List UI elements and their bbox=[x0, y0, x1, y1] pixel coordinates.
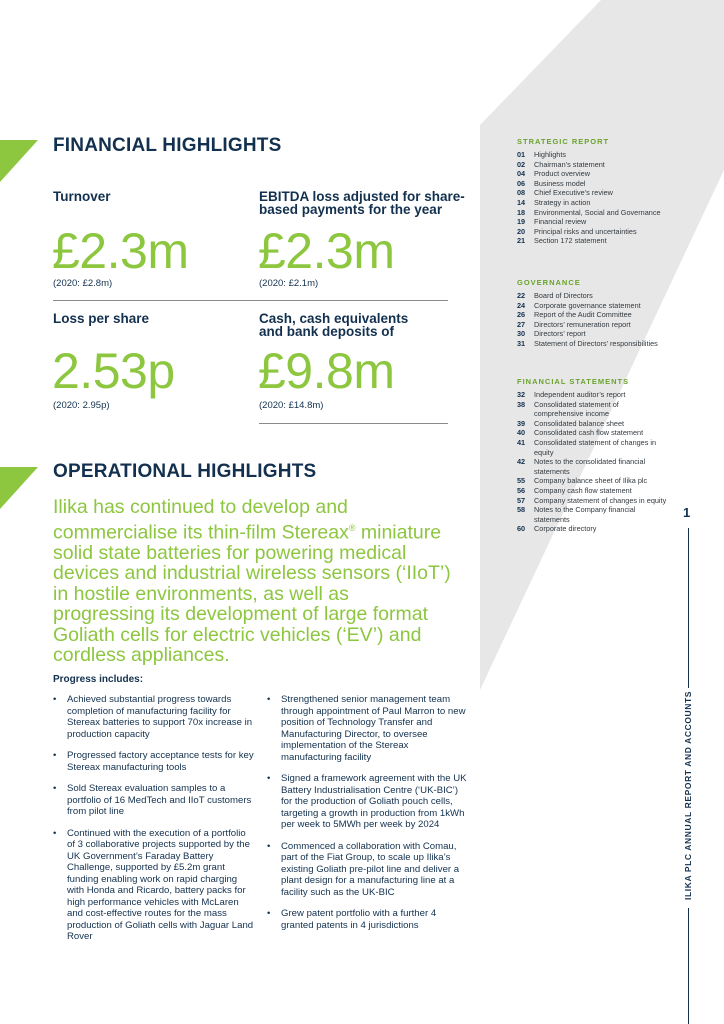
side-rule-bottom bbox=[688, 908, 689, 1024]
toc-item-title: Company statement of changes in equity bbox=[534, 495, 667, 505]
toc-item-title: Statement of Directors’ responsibilities bbox=[534, 338, 658, 348]
toc-page-number: 31 bbox=[517, 338, 526, 348]
green-chevron-bottom bbox=[0, 467, 38, 509]
toc-item-title: Directors’ remuneration report bbox=[534, 319, 631, 329]
toc-heading: STRATEGIC REPORT bbox=[517, 137, 610, 146]
toc-item[interactable] bbox=[517, 476, 669, 486]
toc-page-number: 58 bbox=[517, 505, 526, 515]
toc-item[interactable] bbox=[517, 419, 669, 429]
toc-item[interactable] bbox=[517, 320, 669, 330]
toc-item[interactable] bbox=[517, 400, 669, 419]
toc-item-title: Corporate directory bbox=[534, 524, 597, 534]
toc-item[interactable] bbox=[517, 160, 669, 170]
metric-prior-ebitda: (2020: £2.1m) bbox=[259, 278, 319, 289]
toc-item[interactable] bbox=[517, 179, 669, 189]
toc-page-number: 42 bbox=[517, 457, 526, 467]
toc-page-number: 55 bbox=[517, 476, 526, 486]
toc-item[interactable] bbox=[517, 496, 669, 506]
toc-page-number: 27 bbox=[517, 319, 526, 329]
toc-item-title: Notes to the consolidated financial statements bbox=[534, 457, 646, 476]
toc-page-number: 06 bbox=[517, 178, 526, 188]
toc-item-title: Consolidated cash flow statement bbox=[534, 428, 644, 438]
toc-item[interactable] bbox=[517, 169, 669, 179]
toc-item[interactable] bbox=[517, 457, 669, 476]
report-title-vertical: ILIKA PLC ANNUAL REPORT AND ACCOUNTS bbox=[683, 690, 693, 900]
toc-item[interactable] bbox=[517, 291, 669, 301]
toc-page-number: 14 bbox=[517, 197, 526, 207]
toc-financial-statements bbox=[517, 377, 669, 534]
toc-page-number: 38 bbox=[517, 399, 526, 409]
toc-item-title: Product overview bbox=[534, 169, 590, 179]
metric-prior-turnover: (2020: £2.8m) bbox=[53, 278, 113, 289]
toc-item-title: Consolidated balance sheet bbox=[534, 418, 625, 428]
toc-item-title: Environmental, Social and Governance bbox=[534, 207, 661, 217]
operational-intro bbox=[53, 497, 453, 666]
toc-governance bbox=[517, 278, 669, 349]
toc-page-number: 24 bbox=[517, 300, 526, 310]
divider bbox=[53, 300, 448, 301]
operational-highlights-heading: OPERATIONAL HIGHLIGHTS bbox=[53, 461, 317, 482]
toc-item[interactable] bbox=[517, 236, 669, 246]
toc-item-title: Directors’ report bbox=[534, 329, 586, 339]
list-item: • Achieved substantial progress towards completion of manufacturing facility for Stereax batteries to support 70x increase in production capacity bbox=[53, 694, 256, 740]
metric-value-loss-per-share: 2.53p bbox=[52, 343, 175, 399]
toc-item[interactable] bbox=[517, 524, 669, 534]
toc-item[interactable] bbox=[517, 486, 669, 496]
toc-item[interactable] bbox=[517, 505, 669, 524]
toc-item-title: Chief Executive’s review bbox=[534, 188, 613, 198]
toc-item-title: Consolidated statement of comprehensive income bbox=[534, 399, 619, 419]
toc-page-number: 08 bbox=[517, 188, 526, 198]
toc-strategic-report bbox=[517, 137, 669, 246]
metric-label-ebitda: EBITDA loss adjusted for share-based payments for the year bbox=[259, 189, 465, 217]
list-item: • Progressed factory acceptance tests for key Stereax manufacturing tools bbox=[53, 750, 256, 773]
toc-page-number: 04 bbox=[517, 169, 526, 179]
toc-item[interactable] bbox=[517, 301, 669, 311]
toc-page-number: 01 bbox=[517, 150, 526, 159]
toc-page-number: 39 bbox=[517, 418, 526, 428]
toc-item-title: Chairman’s statement bbox=[534, 159, 605, 169]
toc-item[interactable] bbox=[517, 217, 669, 227]
intro-text-part2: miniature solid state batteries for powering medical devices and industrial wireless sensors (‘IIoT’) in hostile environments, as well as progressing its development of large format Goliath cells for electric vehicles (‘EV’) and cordless appliances. bbox=[53, 521, 451, 666]
toc-item[interactable] bbox=[517, 438, 669, 457]
intro-text-part1: Ilika has continued to develop and commercialise its thin-film Stereax bbox=[53, 496, 349, 543]
toc-item[interactable] bbox=[517, 198, 669, 208]
toc-page-number: 22 bbox=[517, 291, 526, 300]
metric-value-turnover: £2.3m bbox=[52, 223, 189, 279]
list-item: • Sold Stereax evaluation samples to a portfolio of 16 MedTech and IIoT customers from pilot line bbox=[53, 783, 256, 818]
toc-item[interactable] bbox=[517, 339, 669, 349]
toc-item-title: Strategy in action bbox=[534, 197, 591, 207]
metric-label-loss-per-share: Loss per share bbox=[53, 311, 150, 326]
toc-page-number: 19 bbox=[517, 217, 526, 227]
toc-heading: GOVERNANCE bbox=[517, 278, 581, 287]
metric-prior-cash: (2020: £14.8m) bbox=[259, 400, 324, 411]
page-number: 1 bbox=[683, 505, 691, 520]
toc-item-title: Notes to the Company financial statements bbox=[534, 505, 636, 524]
toc-item[interactable] bbox=[517, 310, 669, 320]
toc-page-number: 18 bbox=[517, 207, 526, 217]
toc-item-title: Financial review bbox=[534, 217, 587, 227]
metric-prior-loss-per-share: (2020: 2.95p) bbox=[53, 400, 110, 411]
toc-page-number: 56 bbox=[517, 485, 526, 495]
metric-value-cash: £9.8m bbox=[258, 343, 395, 399]
right-bullet-list bbox=[267, 694, 467, 941]
toc-item-title: Report of the Audit Committee bbox=[534, 310, 632, 320]
toc-page-number: 32 bbox=[517, 390, 526, 399]
toc-page-number: 02 bbox=[517, 159, 526, 169]
side-rule-top bbox=[688, 528, 689, 688]
toc-item-title: Business model bbox=[534, 178, 586, 188]
metric-label-turnover: Turnover bbox=[53, 189, 111, 204]
toc-item-title: Board of Directors bbox=[534, 291, 593, 300]
divider bbox=[259, 423, 448, 424]
toc-item[interactable] bbox=[517, 150, 669, 160]
toc-page-number: 26 bbox=[517, 310, 526, 320]
toc-page-number: 30 bbox=[517, 329, 526, 339]
toc-item[interactable] bbox=[517, 227, 669, 237]
green-chevron-top bbox=[0, 140, 38, 182]
list-item: • Grew patent portfolio with a further 4 granted patents in 4 jurisdictions bbox=[267, 908, 467, 931]
toc-page-number: 57 bbox=[517, 495, 526, 505]
list-item: • Continued with the execution of a portfolio of 3 collaborative projects supported by the UK Government’s Faraday Battery Challenge, supported by £5.2m grant funding enabling work on rapid charging with Honda and Ricardo, battery packs for high performance vehicles with McLaren and cost-effective routes for the mass production of Goliath cells with Jaguar Land Rover bbox=[53, 828, 256, 943]
toc-page-number: 60 bbox=[517, 524, 526, 534]
toc-item-title: Company cash flow statement bbox=[534, 485, 632, 495]
toc-page-number: 40 bbox=[517, 428, 526, 438]
progress-title: Progress includes: bbox=[53, 674, 144, 685]
toc-item-title: Corporate governance statement bbox=[534, 300, 641, 310]
toc-page-number: 21 bbox=[517, 236, 526, 246]
toc-item[interactable] bbox=[517, 188, 669, 198]
toc-item-title: Highlights bbox=[534, 150, 567, 159]
list-item: • Strengthened senior management team through appointment of Paul Marron to new position of Technology Transfer and Manufacturing Director, to oversee implementation of the Stereax manufacturing facility bbox=[267, 694, 467, 763]
toc-item-title: Company balance sheet of Ilika plc bbox=[534, 476, 648, 486]
toc-item-title: Independent auditor’s report bbox=[534, 390, 626, 399]
list-item: • Signed a framework agreement with the UK Battery Industrialisation Centre (‘UK-BIC’) for the production of Goliath pouch cells, targeting a growth in production from 1kWh per week to 5MWh per week by 2024 bbox=[267, 773, 467, 831]
list-item: • Commenced a collaboration with Comau, part of the Fiat Group, to scale up Ilika’s existing Goliath pre-pilot line and deliver a plant design for a manufacturing line at a facility such as the UK-BIC bbox=[267, 841, 467, 899]
registered-mark: ® bbox=[348, 522, 356, 533]
toc-item[interactable] bbox=[517, 390, 669, 400]
metric-label-cash: Cash, cash equivalents and bank deposits of bbox=[259, 311, 409, 339]
toc-page-number: 41 bbox=[517, 437, 526, 447]
toc-item-title: Section 172 statement bbox=[534, 236, 607, 246]
toc-heading: FINANCIAL STATEMENTS bbox=[517, 377, 630, 386]
toc-item-title: Consolidated statement of changes in equity bbox=[534, 437, 657, 457]
metric-value-ebitda: £2.3m bbox=[258, 223, 395, 279]
toc-item-title: Principal risks and uncertainties bbox=[534, 226, 637, 236]
toc-item[interactable] bbox=[517, 208, 669, 218]
toc-item[interactable] bbox=[517, 428, 669, 438]
left-bullet-list bbox=[53, 694, 256, 953]
financial-highlights-heading: FINANCIAL HIGHLIGHTS bbox=[53, 135, 282, 156]
toc-page-number: 20 bbox=[517, 226, 526, 236]
toc-item[interactable] bbox=[517, 329, 669, 339]
